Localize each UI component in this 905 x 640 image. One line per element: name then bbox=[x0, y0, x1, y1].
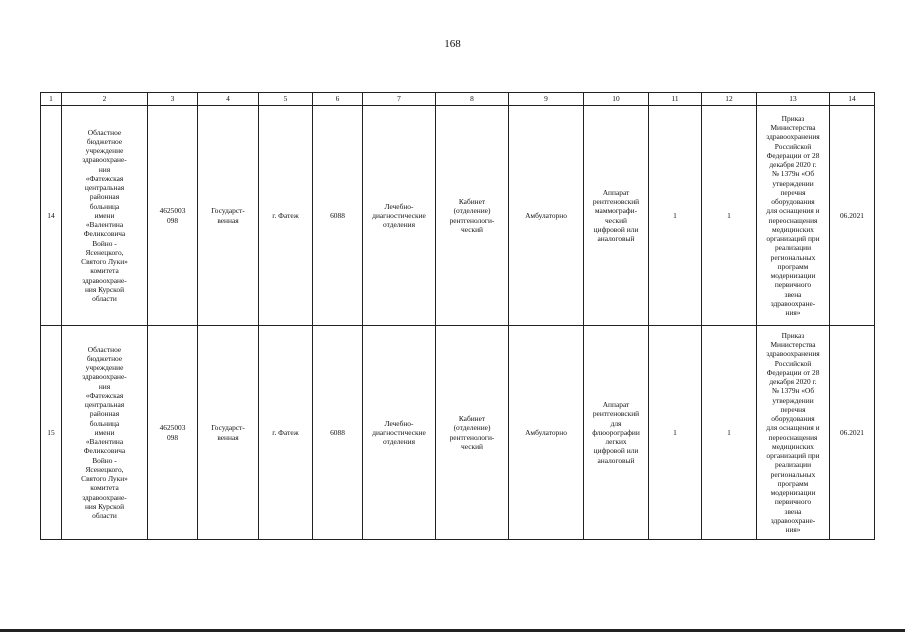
header-cell: 2 bbox=[62, 93, 148, 106]
header-cell: 5 bbox=[259, 93, 313, 106]
quantity-cell: 1 bbox=[702, 106, 757, 326]
page-bottom-edge bbox=[0, 629, 905, 632]
header-cell: 14 bbox=[830, 93, 875, 106]
department-cell: Лечебно- диагностические отделения bbox=[363, 106, 436, 326]
cabinet-cell: Кабинет (отделение) рентгенологи- ческий bbox=[436, 106, 509, 326]
equipment-cell: Аппарат рентгеновский для флюорографии легких цифровой или аналоговый bbox=[584, 326, 649, 540]
organization-cell: Областное бюджетное учреждение здравоохране- ния «Фатежская центральная районная больница имени «Валентина Феликсовича Войно - Ясенецкого, Святого Луки» комитета здравоохране- ния Курской области bbox=[62, 106, 148, 326]
row-number-cell: 14 bbox=[41, 106, 62, 326]
inn-cell: 4625003 098 bbox=[148, 106, 198, 326]
order-reference-cell: Приказ Министерства здравоохранения Российской Федерации от 28 декабря 2020 г. № 1379н «Об утверждении перечня оборудования для оснащения и переоснащения медицинских организаций при реализации региональных программ модернизации первичного звена здравоохране- ния» bbox=[757, 326, 830, 540]
row-number-cell: 15 bbox=[41, 326, 62, 540]
code-cell: 6088 bbox=[313, 326, 363, 540]
order-reference-cell: Приказ Министерства здравоохранения Российской Федерации от 28 декабря 2020 г. № 1379н «Об утверждении перечня оборудования для оснащения и переоснащения медицинских организаций при реализации региональных программ модернизации первичного звена здравоохране- ния» bbox=[757, 106, 830, 326]
header-cell: 7 bbox=[363, 93, 436, 106]
date-cell: 06.2021 bbox=[830, 326, 875, 540]
quantity-cell: 1 bbox=[649, 326, 702, 540]
header-cell: 13 bbox=[757, 93, 830, 106]
registry-table bbox=[40, 92, 875, 540]
header-cell: 11 bbox=[649, 93, 702, 106]
department-cell: Лечебно- диагностические отделения bbox=[363, 326, 436, 540]
quantity-cell: 1 bbox=[649, 106, 702, 326]
ownership-cell: Государст- венная bbox=[198, 326, 259, 540]
header-cell: 10 bbox=[584, 93, 649, 106]
equipment-cell: Аппарат рентгеновский маммографи- ческий цифровой или аналоговый bbox=[584, 106, 649, 326]
header-row bbox=[41, 93, 875, 106]
date-cell: 06.2021 bbox=[830, 106, 875, 326]
locality-cell: г. Фатеж bbox=[259, 326, 313, 540]
ownership-cell: Государст- венная bbox=[198, 106, 259, 326]
header-cell: 8 bbox=[436, 93, 509, 106]
locality-cell: г. Фатеж bbox=[259, 106, 313, 326]
cabinet-cell: Кабинет (отделение) рентгенологи- ческий bbox=[436, 326, 509, 540]
header-cell: 4 bbox=[198, 93, 259, 106]
inn-cell: 4625003 098 bbox=[148, 326, 198, 540]
code-cell: 6088 bbox=[313, 106, 363, 326]
quantity-cell: 1 bbox=[702, 326, 757, 540]
organization-cell: Областное бюджетное учреждение здравоохране- ния «Фатежская центральная районная больница имени «Валентина Феликсовича Войно - Ясенецкого, Святого Луки» комитета здравоохране- ния Курской области bbox=[62, 326, 148, 540]
header-cell: 1 bbox=[41, 93, 62, 106]
table-row bbox=[41, 326, 875, 540]
page-number: 168 bbox=[444, 38, 461, 50]
header-cell: 3 bbox=[148, 93, 198, 106]
care-type-cell: Амбулаторно bbox=[509, 106, 584, 326]
header-cell: 9 bbox=[509, 93, 584, 106]
care-type-cell: Амбулаторно bbox=[509, 326, 584, 540]
table-row bbox=[41, 106, 875, 326]
header-cell: 12 bbox=[702, 93, 757, 106]
header-cell: 6 bbox=[313, 93, 363, 106]
